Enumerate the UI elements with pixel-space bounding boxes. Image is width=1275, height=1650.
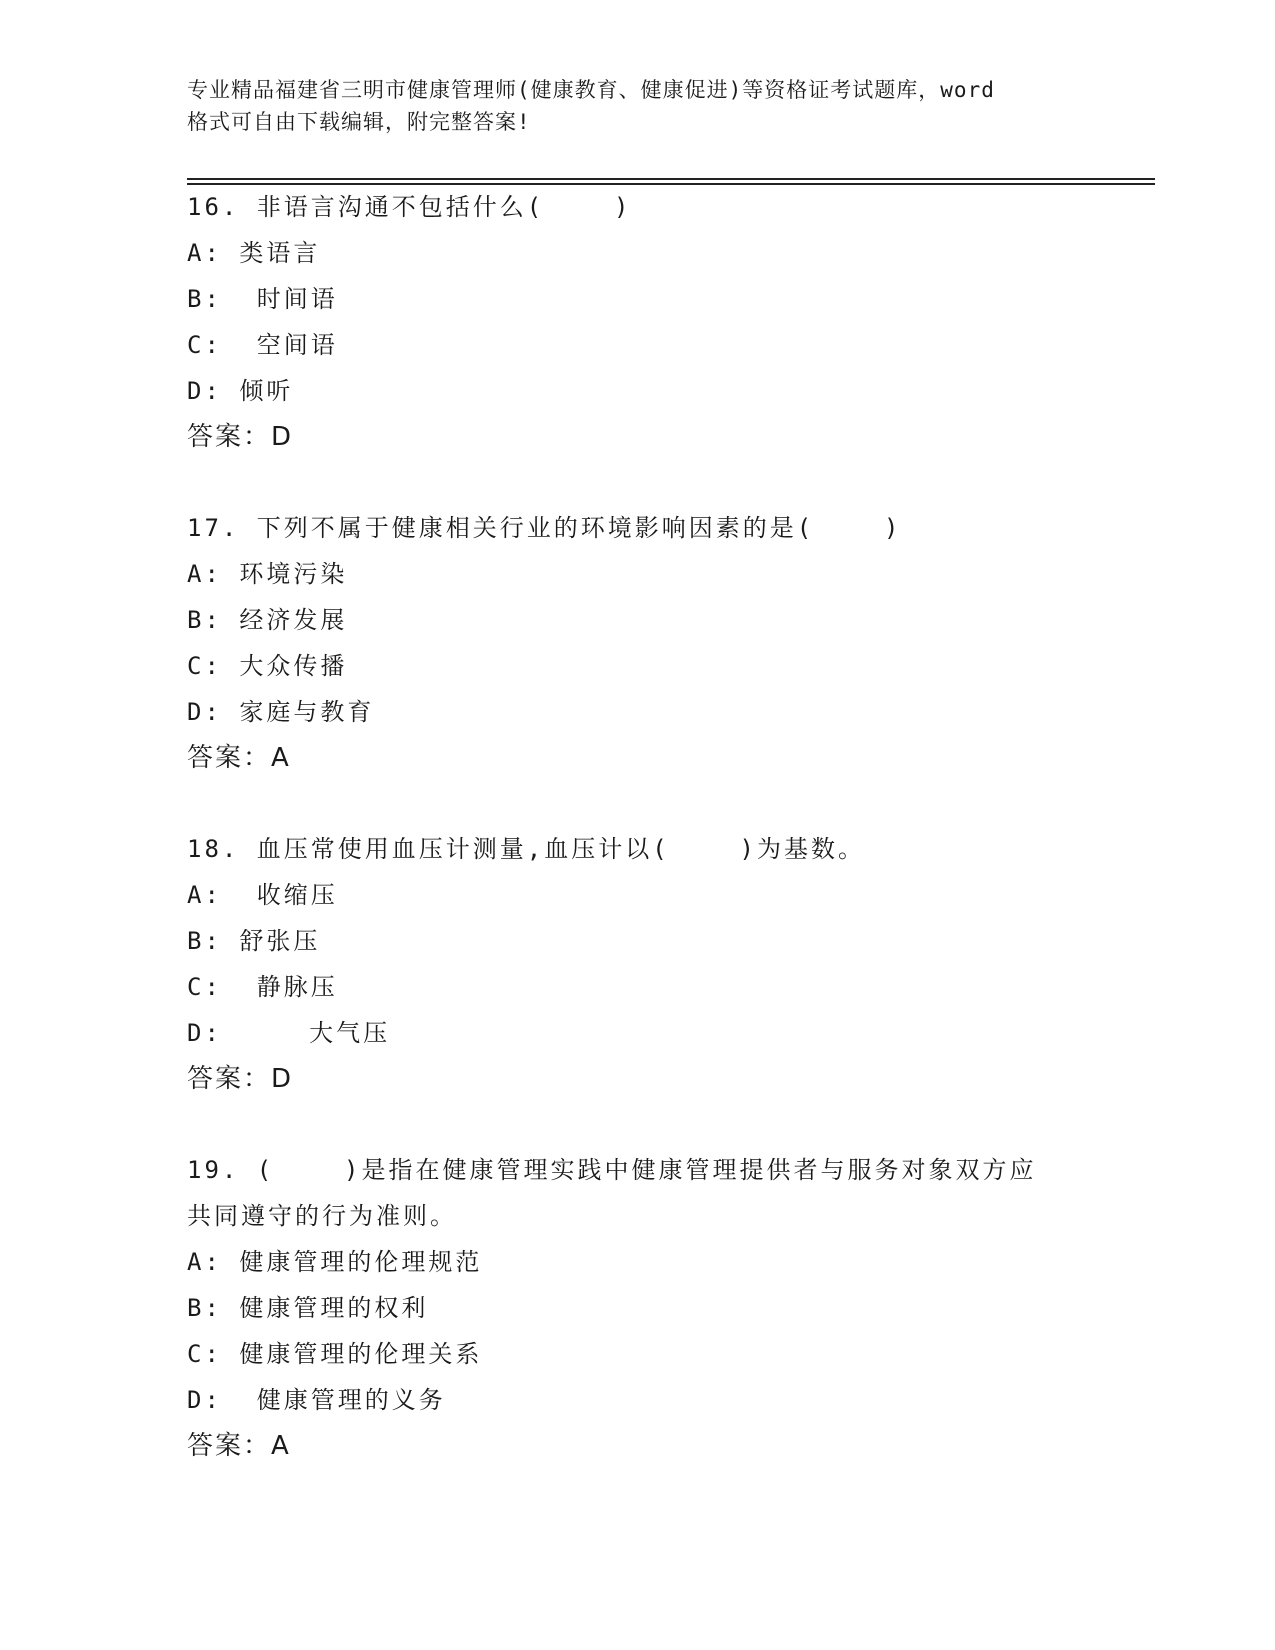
question-stem: 19. ( )是指在健康管理实践中健康管理提供者与服务对象双方应	[187, 1156, 1037, 1184]
answer-text: 答案：A	[187, 743, 291, 773]
option-d: D: 大气压	[187, 1019, 391, 1047]
option-a: A: 健康管理的伦理规范	[187, 1248, 483, 1276]
document-header	[187, 74, 1087, 138]
question-stem: 16. 非语言沟通不包括什么( )	[187, 193, 632, 221]
question-19	[187, 1147, 1087, 1469]
option-d: D: 倾听	[187, 377, 294, 405]
answer-text: 答案：D	[187, 1064, 294, 1094]
question-18	[187, 826, 1087, 1102]
option-b: B: 健康管理的权利	[187, 1294, 429, 1322]
option-a: A: 收缩压	[187, 881, 338, 909]
option-d: D: 健康管理的义务	[187, 1386, 446, 1414]
header-divider-top	[187, 178, 1155, 180]
option-b: B: 舒张压	[187, 927, 321, 955]
option-c: C: 健康管理的伦理关系	[187, 1340, 483, 1368]
question-stem-continued: 共同遵守的行为准则。	[187, 1202, 457, 1230]
answer-text: 答案：D	[187, 422, 294, 452]
option-c: C: 大众传播	[187, 652, 348, 680]
question-stem: 17. 下列不属于健康相关行业的环境影响因素的是( )	[187, 514, 902, 542]
answer-text: 答案：A	[187, 1431, 291, 1461]
option-b: B: 时间语	[187, 285, 338, 313]
header-line-1: 专业精品福建省三明市健康管理师(健康教育、健康促进)等资格证考试题库，word	[187, 78, 995, 102]
option-d: D: 家庭与教育	[187, 698, 375, 726]
question-17	[187, 505, 1087, 781]
option-a: A: 类语言	[187, 239, 321, 267]
header-line-2: 格式可自由下载编辑，附完整答案!	[187, 110, 531, 134]
option-a: A: 环境污染	[187, 560, 348, 588]
option-b: B: 经济发展	[187, 606, 348, 634]
question-16	[187, 184, 1087, 460]
option-c: C: 空间语	[187, 331, 338, 359]
question-stem: 18. 血压常使用血压计测量,血压计以( )为基数。	[187, 835, 865, 863]
option-c: C: 静脉压	[187, 973, 338, 1001]
